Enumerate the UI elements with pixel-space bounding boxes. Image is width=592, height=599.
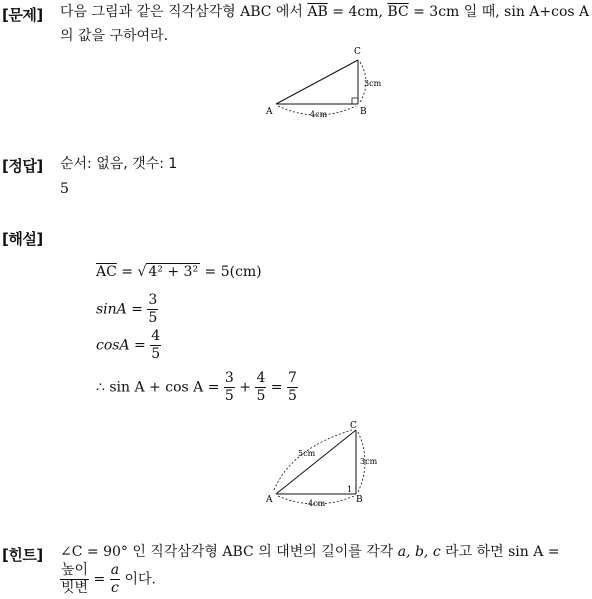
label-a: A: [266, 495, 273, 505]
sum-fraction-2-numerator: 4: [256, 370, 266, 386]
label-a: A: [266, 107, 273, 117]
label-len-ab: 4cm: [310, 110, 328, 119]
right-angle-label: 1: [347, 485, 353, 494]
segment-ac: $\overline{AC}$: [96, 264, 117, 280]
hint-fraction-1-denominator: 빗변: [61, 580, 89, 596]
label-len-ab: 4cm: [308, 499, 326, 508]
cos-numerator: 4: [151, 328, 161, 344]
sum-fraction-1-denominator: 5: [224, 388, 234, 404]
problem-expression: sin A+cos A: [504, 4, 590, 20]
label-c: C: [350, 421, 357, 431]
hint-text: ∠C = 90° 인 직각삼각형 ABC 의 대변의 길이를 각각: [60, 544, 398, 560]
solution-sum-equation: [96, 370, 298, 405]
problem-text: 다음 그림과 같은 직각삼각형 ABC 에서: [60, 4, 308, 20]
sqrt-content: 4² + 3²: [148, 264, 199, 280]
hint-fraction-2-numerator: a: [110, 562, 120, 578]
label-len-bc: 3cm: [364, 79, 382, 88]
hint-fraction-2: [110, 562, 120, 597]
segment-ab: $\overline{AB}$: [307, 4, 328, 20]
cos-lhs: cosA =: [96, 337, 151, 354]
hypotenuse-line: [276, 60, 358, 104]
problem-ab-value: = 4cm,: [327, 4, 388, 20]
hint-line-1: [60, 540, 560, 564]
segment-bc: $\overline{BC}$: [387, 4, 409, 20]
sin-denominator: 5: [148, 310, 158, 326]
hint-fraction-1-numerator: 높이: [61, 562, 89, 578]
problem-bc-value: = 3cm 일 때,: [408, 4, 505, 20]
hint-fraction-1: [60, 562, 89, 597]
sum-fraction-3-numerator: 7: [288, 370, 297, 386]
answer-tag: [정답]: [2, 157, 43, 175]
hint-tail: 이다.: [120, 571, 157, 588]
label-b: B: [356, 495, 363, 505]
right-angle-mark: [352, 98, 358, 104]
label-len-ac: 5cm: [298, 449, 316, 458]
hint-sin-expression: 라고 하면 sin A =: [440, 544, 560, 560]
hint-line-2: [60, 562, 156, 597]
problem-line-1: [60, 0, 589, 24]
label-b: B: [360, 107, 367, 117]
sum-fraction-2: [255, 370, 266, 405]
hint-fraction-2-denominator: c: [110, 580, 119, 596]
problem-triangle-figure: [262, 44, 392, 120]
solution-sin-equation: [96, 292, 158, 327]
answer-line-2: 5: [60, 181, 69, 197]
solution-triangle-figure: [262, 418, 392, 512]
answer-line-1: 순서: 없음, 갯수: 1: [60, 156, 178, 172]
cos-denominator: 5: [151, 346, 161, 362]
equals-sign: =: [116, 264, 138, 280]
ac-result: = 5(cm): [200, 264, 262, 280]
sum-lhs: ∴ sin A + cos A =: [96, 379, 224, 396]
solution-tag: [해설]: [2, 230, 43, 248]
sum-fraction-3: [287, 370, 298, 405]
cos-fraction: [150, 328, 161, 363]
equals-sign: =: [89, 571, 110, 588]
hint-vars: a, b, c: [397, 544, 441, 560]
hint-tag: [힌트]: [2, 546, 43, 564]
equals-sign: =: [266, 379, 287, 396]
problem-line-2: 의 값을 구하여라.: [60, 28, 169, 44]
label-len-bc: 3cm: [360, 457, 378, 466]
brace-ac: [274, 430, 352, 490]
sum-fraction-1: [224, 370, 235, 405]
label-c: C: [354, 47, 361, 57]
sin-numerator: 3: [148, 292, 158, 308]
sum-fraction-1-numerator: 3: [224, 370, 234, 386]
problem-tag: [문제]: [2, 6, 43, 24]
plus-sign: +: [234, 379, 256, 396]
solution-ac-equation: $\overline{AC}$ = √ 4² + 3² = 5(cm): [96, 264, 262, 280]
sin-lhs: sinA =: [96, 301, 148, 318]
sum-fraction-2-denominator: 5: [256, 388, 266, 404]
solution-cos-equation: [96, 328, 161, 363]
sum-fraction-3-denominator: 5: [288, 388, 297, 404]
sin-fraction: [147, 292, 158, 327]
hypotenuse-line: [276, 430, 356, 494]
